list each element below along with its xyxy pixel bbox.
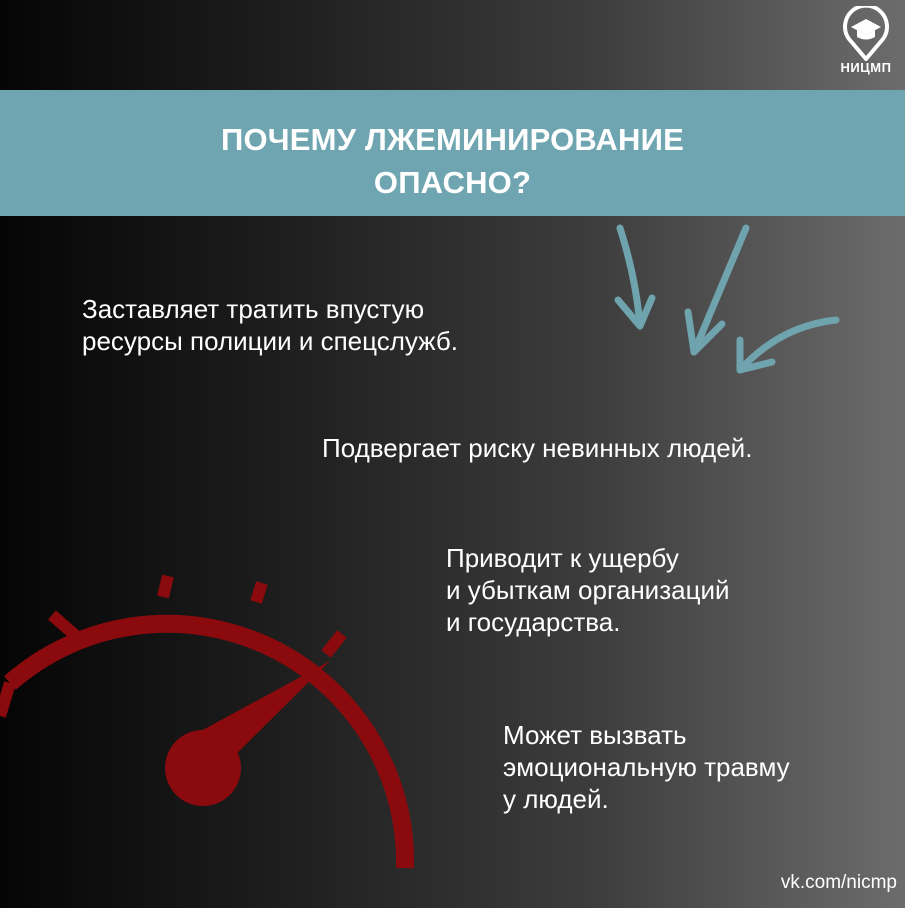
arrow-2 xyxy=(694,228,746,352)
gauge-tick xyxy=(326,634,342,654)
reason-4-text: Может вызвать эмоциональную травму у людей. xyxy=(503,720,790,814)
arrow-3 xyxy=(740,320,836,370)
brand-name: НИЦМП xyxy=(840,60,892,75)
speedometer-graphic xyxy=(0,540,440,908)
arrows-graphic xyxy=(600,220,850,385)
brand-logo xyxy=(830,6,902,80)
gauge-tick xyxy=(256,583,262,602)
footer-link[interactable]: vk.com/nicmp xyxy=(780,872,897,893)
gauge-tick xyxy=(0,683,10,716)
gauge-tick xyxy=(163,576,168,597)
reason-3-text: Приводит к ущербу и убыткам организаций и государства. xyxy=(446,543,730,637)
reason-1-text: Заставляет тратить впустую ресурсы полиции и спецслужб. xyxy=(82,294,458,356)
reason-2-text: Подвергает риску невинных людей. xyxy=(322,433,753,463)
page-title: ПОЧЕМУ ЛЖЕМИНИРОВАНИЕ ОПАСНО? xyxy=(221,122,684,200)
gauge-tick xyxy=(52,615,76,636)
gauge-hub xyxy=(165,730,241,806)
map-pin-graduation-cap-icon xyxy=(840,6,892,62)
